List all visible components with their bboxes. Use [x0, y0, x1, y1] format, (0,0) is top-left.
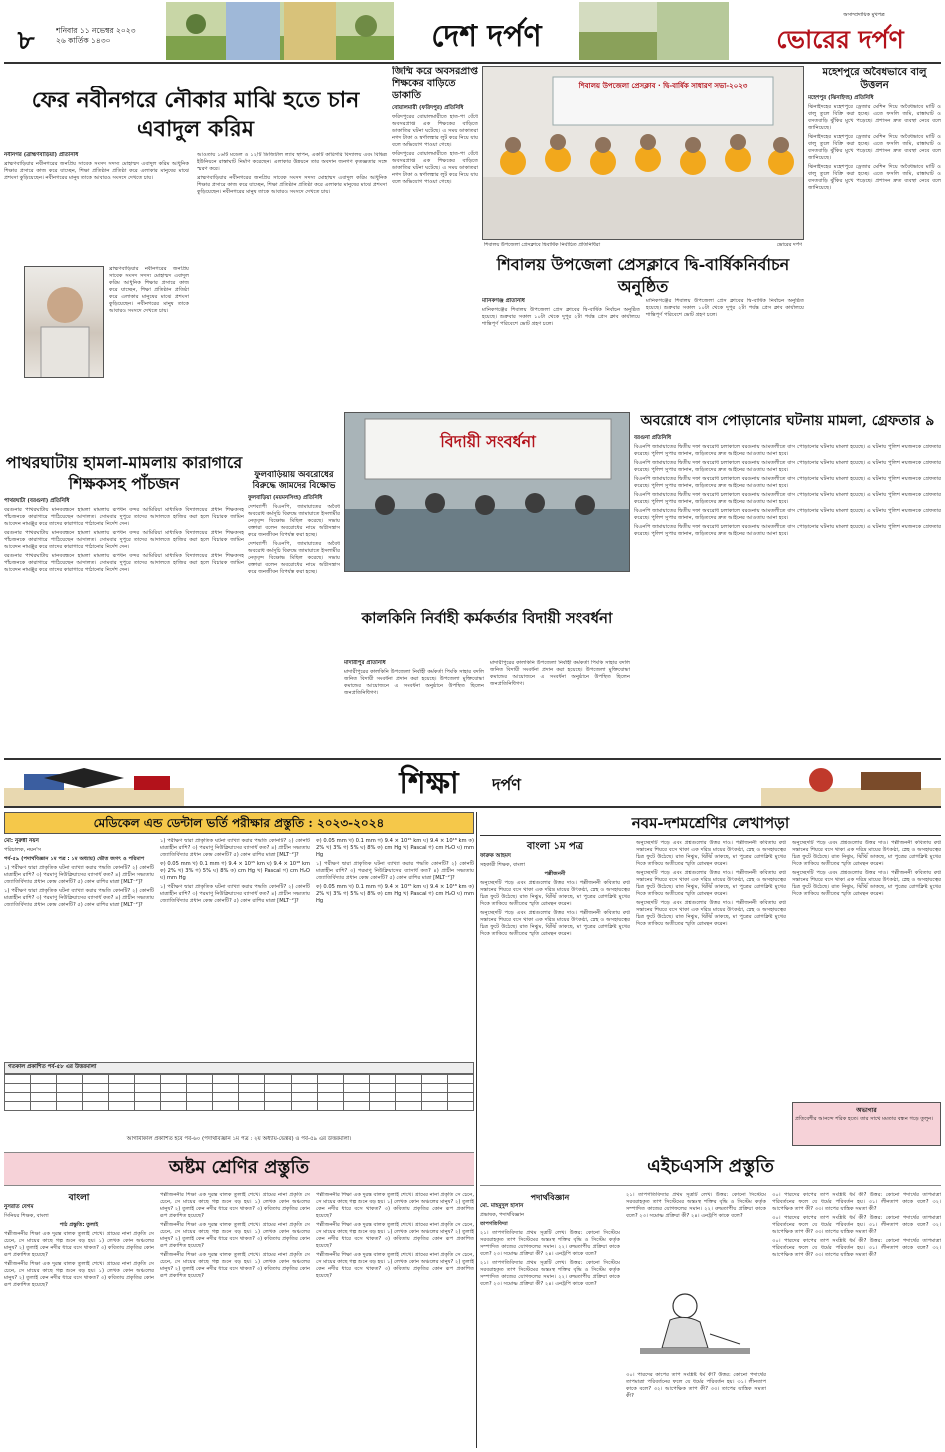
article-body-col2 — [109, 266, 189, 436]
lesson-body: পল্লীজননীর শিক্ষা এক দুরন্ত বালক তুলাই শেখে। গ্রামের নানা প্রকৃতি সে চেনে, সে মায়ের কাছে গল্প শুনে বড় হয়। ১) লেখক কোন অঞ্চলের মানুষ? ২) তুলাই কেন নদীর ধারে বসে থাকত? ৩) কবিতায় প্রকৃতির কোন রূপ প্রকাশিত হয়েছে? — [160, 1222, 310, 1249]
photo-banner-text: বিদায়ী সংবর্ধনা — [440, 432, 536, 451]
paper-logo: ভোরের দর্পণ — [776, 25, 904, 54]
section-title: দেশ দর্পণ — [431, 19, 542, 52]
next-episode-note: আগামীকাল প্রকাশিত হবে পর্ব-৬০ (পদার্থবিজ্ঞান ১ম পত্র : ২য় অধ্যায়-ভেক্টর) ও পর্ব-৫৯ এর উত্তরমালা। — [126, 1136, 352, 1142]
lesson-body: অনুচ্ছেদটি পড়ে এবং প্রশ্নগুলোর উত্তর দাও। পল্লীজননী কবিতায় রুগ্ন সন্তানের শিয়রে বসে থাকা এক দরিদ্র মায়ের উৎকণ্ঠা, স্নেহ ও অসহায়ত্বের চিত্র ফুটে উঠেছে। রাত নিঝুম, ঝিঁঝিঁ ডাকছে, মা পুত্রের রোগক্লিষ্ট মুখের দিকে তাকিয়ে অতীতের স্মৃতি রোমন্থন করেন। — [636, 840, 786, 867]
medical-prep — [4, 812, 474, 1150]
article-paragraph: ফরিদপুরের বোয়ালমারীতে হাত-পা বেঁধে অবসরপ্রাপ্ত এক শিক্ষকের বাড়িতে ডাকাতির ঘটনা ঘটেছে। এ সময় ডাকাতরা নগদ টাকা ও স্বর্ণালঙ্কার লুট করে নিয়ে যায় বলে অভিযোগ পাওয়া গেছে। — [392, 151, 478, 185]
masthead-banner-left — [166, 2, 394, 60]
topic-title: পল্লীজননী — [544, 871, 566, 877]
article-headline: ফের নবীনগরে নৌকার মাঝি হতে চান এবাদুল করিম — [31, 87, 360, 142]
lesson-body: পল্লীজননীর শিক্ষা এক দুরন্ত বালক তুলাই শেখে। গ্রামের নানা প্রকৃতি সে চেনে, সে মায়ের কাছে গল্প শুনে বড় হয়। ১) লেখক কোন অঞ্চলের মানুষ? ২) তুলাই কেন নদীর ধারে বসে থাকত? ৩) কবিতায় প্রকৃতির কোন রূপ প্রকাশিত হয়েছে? — [160, 1252, 310, 1279]
lesson-body: ২১। তাপগতিবিদ্যার প্রথম সূত্রটি লেখ। উত্তর: কোনো সিস্টেমে সরবরাহকৃত তাপ সিস্টেমের অন্তঃস্থ শক্তির বৃদ্ধি ও সিস্টেম কর্তৃক সম্পাদিত কাজের যোগফলের সমান। ২২। রুদ্ধতাপীয় প্রক্রিয়া কাকে বলে? ২৩। সমোষ্ণ প্রক্রিয়া কী? ২৪। এনট্রপি কাকে বলে? — [480, 1260, 620, 1287]
person-icon — [25, 267, 104, 378]
article-paragraph: বিএনপি জামায়াতের দ্বিতীয় দফা অবরোধ চলাকালে বরগুনায় আমতলীতে বাস পোড়ানোর ঘটনায় মামলা হয়েছে। এ ঘটনায় পুলিশ নয়জনকে গ্রেফতার করেছে। পুলিশ সুপার জানান, জড়িতদের দ্রুত আইনের আওতায় আনা হবে। — [634, 476, 941, 489]
questions: ১) পরীক্ষণ দ্বারা প্রাকৃতিক ঘটনা ব্যাখ্যা করার পদ্ধতি কোনটি? ২) কোনটি মাত্রাহীন রাশি? ৩) পরমাণু নিউক্লিয়াসের ব্যাসার্ধ কত? ৪) প্রাচীন সভ্যতায় জ্যোতির্বিদ্যার প্রধান কেন্দ্র কোনটি? ৫) কোন রাশির মাত্রা [MLT⁻²]? — [316, 861, 474, 881]
byline: বরগুনা প্রতিনিধি — [634, 435, 672, 441]
info-box-title: অভাগার — [856, 1107, 877, 1114]
column-divider — [476, 812, 477, 1448]
hsc-col-3 — [772, 1192, 941, 1446]
education-section-suffix: দর্পণ — [492, 775, 521, 794]
medical-col-2 — [160, 838, 310, 1056]
harvest-photo-strip — [166, 2, 394, 60]
article-boatman — [4, 86, 387, 441]
author-role: সিনিয়র শিক্ষক, বাংলা — [4, 1213, 49, 1219]
options: ক) 0.05 mm খ) 0.1 mm গ) 9.4 × 10¹⁵ km ঘ) 9.4 × 10¹⁸ km ক) 2% খ) 3% গ) 5% ঘ) 8% ক) cm Hg খ) Pascal গ) cm H₂O ঘ) mm Hg — [160, 861, 310, 881]
lesson-body: পল্লীজননীর শিক্ষা এক দুরন্ত বালক তুলাই শেখে। গ্রামের নানা প্রকৃতি সে চেনে, সে মায়ের কাছে গল্প শুনে বড় হয়। ১) লেখক কোন অঞ্চলের মানুষ? ২) তুলাই কেন নদীর ধারে বসে থাকত? ৩) কবিতায় প্রকৃতির কোন রূপ প্রকাশিত হয়েছে? — [4, 1261, 154, 1288]
article-body — [808, 95, 941, 192]
lesson-body: পল্লীজননীর শিক্ষা এক দুরন্ত বালক তুলাই শেখে। গ্রামের নানা প্রকৃতি সে চেনে, সে মায়ের কাছে গল্প শুনে বড় হয়। ১) লেখক কোন অঞ্চলের মানুষ? ২) তুলাই কেন নদীর ধারে বসে থাকত? ৩) কবিতায় প্রকৃতির কোন রূপ প্রকাশিত হয়েছে? — [316, 1252, 474, 1279]
photo-credit: ভোরের দর্পণ — [776, 242, 802, 248]
byline: মাদারীপুর প্রতিনিধি — [344, 660, 386, 666]
article-body — [4, 498, 244, 574]
lesson-body: অনুচ্ছেদটি পড়ে এবং প্রশ্নগুলোর উত্তর দাও। পল্লীজননী কবিতায় রুগ্ন সন্তানের শিয়রে বসে থাকা এক দরিদ্র মায়ের উৎকণ্ঠা, স্নেহ ও অসহায়ত্বের চিত্র ফুটে উঠেছে। রাত নিঝুম, ঝিঁঝিঁ ডাকছে, মা পুত্রের রোগক্লিষ্ট মুখের দিকে তাকিয়ে অতীতের স্মৃতি রোমন্থন করেন। — [636, 870, 786, 897]
education-section-label: শিক্ষা — [399, 766, 459, 801]
info-box — [792, 1102, 941, 1146]
article-paragraph: মানিকগঞ্জের শিবালয় উপজেলা প্রেস ক্লাবের দ্বি-বার্ষিক নির্বাচন অনুষ্ঠিত হয়েছে। শুক্রবার সকাল ১০টা থেকে দুপুর ২টা পর্যন্ত প্রেস ক্লাব কার্যালয়ে শান্তিপূর্ণ পরিবেশে ভোট গ্রহণ চলে। — [482, 307, 640, 327]
lesson-body: ২১। তাপগতিবিদ্যার প্রথম সূত্রটি লেখ। উত্তর: কোনো সিস্টেমে সরবরাহকৃত তাপ সিস্টেমের অন্তঃস্থ শক্তির বৃদ্ধি ও সিস্টেম কর্তৃক সম্পাদিত কাজের যোগফলের সমান। ২২। রুদ্ধতাপীয় প্রক্রিয়া কাকে বলে? ২৩। সমোষ্ণ প্রক্রিয়া কী? ২৪। এনট্রপি কাকে বলে? — [626, 1192, 766, 1219]
class-9-10-prep — [480, 812, 941, 1150]
date-line-2: ২৬ কার্তিক ১৪৩০ — [56, 36, 111, 45]
lesson-body: অনুচ্ছেদটি পড়ে এবং প্রশ্নগুলোর উত্তর দাও। পল্লীজননী কবিতায় রুগ্ন সন্তানের শিয়রে বসে থাকা এক দরিদ্র মায়ের উৎকণ্ঠা, স্নেহ ও অসহায়ত্বের চিত্র ফুটে উঠেছে। রাত নিঝুম, ঝিঁঝিঁ ডাকছে, মা পুত্রের রোগক্লিষ্ট মুখের দিকে তাকিয়ে অতীতের স্মৃতি রোমন্থন করেন। — [792, 840, 941, 867]
article-paragraph: বরগুনার পাথরঘাটায় মানববন্ধনে হামলা মামলায় রূপধন বন্দর আমিরিয়া মাধ্যমিক বিদ্যালয়ের প্রধান শিক্ষকসহ পাঁচজনকে কারাগারে পাঠিয়েছেন আদালত। সোমবার দুপুরে তাদের আদালতে হাজির করা হলে বিচারক জামিন আবেদন নামঞ্জুর করে তাদের কারাগারে পাঠানোর নির্দেশ দেন। — [4, 553, 244, 573]
article-robbery — [392, 66, 478, 311]
questions: ১) পরীক্ষণ দ্বারা প্রাকৃতিক ঘটনা ব্যাখ্যা করার পদ্ধতি কোনটি? ২) কোনটি মাত্রাহীন রাশি? ৩) পরমাণু নিউক্লিয়াসের ব্যাসার্ধ কত? ৪) প্রাচীন সভ্যতায় জ্যোতির্বিদ্যার প্রধান কেন্দ্র কোনটি? ৫) কোন রাশির মাত্রা [MLT⁻²]? — [160, 838, 310, 858]
article-paragraph: বরগুনার পাথরঘাটায় মানববন্ধনে হামলা মামলায় রূপধন বন্দর আমিরিয়া মাধ্যমিক বিদ্যালয়ের প্রধান শিক্ষকসহ পাঁচজনকে কারাগারে পাঠিয়েছেন আদালত। সোমবার দুপুরে তাদের আদালতে হাজির করা হলে বিচারক জামিন আবেদন নামঞ্জুর করে তাদের কারাগারে পাঠানোর নির্দেশ দেন। — [4, 507, 244, 527]
medical-col-1 — [4, 838, 154, 1056]
article-farewell — [344, 412, 630, 754]
info-box-body: প্রতিবেশীর আনন্দে শরিক হতে। তার সাথে মমতার বন্ধন গড়ে তুলুন। — [795, 1116, 934, 1122]
article-paragraph: ব্রাহ্মণবাড়িয়ার নবীনগরের জনপ্রিয় সাবেক সংসদ সদস্য মোহাম্মদ এবাদুল করিম আধুনিক শিক্ষার প্রসারে কাজ করে যাচ্ছেন, শিক্ষা প্রতিষ্ঠান প্রতিষ্ঠা করে এলাকার মানুষের মাঝে প্রশংসা কুড়িয়েছেন। নবীনগরের মানুষ তাকে আবারও সংসদে দেখতে চায়। — [109, 266, 189, 314]
hsc-col-1 — [480, 1192, 620, 1446]
byline: নবীনগর (ব্রাহ্মণবাড়িয়া) প্রতিনিধি — [4, 152, 79, 158]
answer-key-title: গতকাল প্রকাশিত পর্ব-৫৮ এর উত্তরমালা — [4, 1062, 474, 1074]
article-headline: অবরোধে বাস পোড়ানোর ঘটনায় মামলা, গ্রেফতার ৯ — [640, 413, 935, 429]
article-body — [482, 298, 804, 368]
lesson-body: ৩০। পারদের কাপের তাপ সংশ্লিষ্ট ধর্ম কী? উত্তর: কোনো পদার্থের তাপমাত্রা পরিবর্তনের ফলে যে ধর্মের পরিবর্তন হয়। ৩১। লীনতাপ কাকে বলে? ৩২। আপেক্ষিক তাপ কী? ৩৩। তাপের যান্ত্রিক সমতা কী? — [626, 1372, 766, 1399]
article-press-club — [482, 66, 804, 411]
article-headline: কালকিনি নির্বাহী কর্মকর্তার বিদায়ী সংবর্ধনা — [361, 609, 613, 627]
subject-title: বাংলা ১ম পত্র — [526, 841, 584, 852]
medical-headline: মেডিকেল এন্ড ডেন্টাল ভর্তি পরীক্ষার প্রস্তুতি : ২০২৩-২০২৪ — [4, 812, 474, 834]
article-body — [392, 105, 478, 186]
article-body — [4, 152, 189, 262]
apple-books-graphic — [761, 762, 941, 806]
date-line: শনিবার ১১ নভেম্বর ২০২৩ — [56, 26, 136, 35]
farmer-photo-strip — [579, 2, 729, 60]
lesson-body: অনুচ্ছেদটি পড়ে এবং প্রশ্নগুলোর উত্তর দাও। পল্লীজননী কবিতায় রুগ্ন সন্তানের শিয়রে বসে থাকা এক দরিদ্র মায়ের উৎকণ্ঠা, স্নেহ ও অসহায়ত্বের চিত্র ফুটে উঠেছে। রাত নিঝুম, ঝিঁঝিঁ ডাকছে, মা পুত্রের রোগক্লিষ্ট মুখের দিকে তাকিয়ে অতীতের স্মৃতি রোমন্থন করেন। — [636, 900, 786, 927]
options: ক) 0.05 mm খ) 0.1 mm গ) 9.4 × 10¹⁵ km ঘ) 9.4 × 10¹⁸ km ক) 2% খ) 3% গ) 5% ঘ) 8% ক) cm Hg খ) Pascal গ) cm H₂O ঘ) mm Hg — [316, 838, 474, 858]
article-body — [248, 495, 340, 576]
masthead-rule — [4, 62, 941, 64]
student-drawing-illustration — [630, 1278, 760, 1368]
page-number: ৮ — [17, 26, 35, 50]
questions: ১) পরীক্ষণ দ্বারা প্রাকৃতিক ঘটনা ব্যাখ্যা করার পদ্ধতি কোনটি? ২) কোনটি মাত্রাহীন রাশি? ৩) পরমাণু নিউক্লিয়াসের ব্যাসার্ধ কত? ৪) প্রাচীন সভ্যতায় জ্যোতির্বিদ্যার প্রধান কেন্দ্র কোনটি? ৫) কোন রাশির মাত্রা [MLT⁻²]? — [4, 888, 154, 908]
hsc-prep — [480, 1152, 941, 1448]
byline: মানিকগঞ্জ প্রতিনিধি — [482, 298, 525, 304]
article-paragraph: ঝিনাইদহের মহেশপুরে ড্রেজার মেশিন দিয়ে অবৈধভাবে মাটি ও বালু তুলে বিক্রি করা হচ্ছে। এতে ফসলি জমি, রাস্তাঘাট ও বসতবাড়ি ঝুঁকির মুখে পড়েছে। প্রশাসন দ্রুত ব্যবস্থা নেবে বলে জানিয়েছে। — [808, 104, 941, 131]
portrait-photo — [24, 266, 104, 378]
article-paragraph: বিএনপি জামায়াতের দ্বিতীয় দফা অবরোধ চলাকালে বরগুনায় আমতলীতে বাস পোড়ানোর ঘটনায় মামলা হয়েছে। এ ঘটনায় পুলিশ নয়জনকে গ্রেফতার করেছে। পুলিশ সুপার জানান, জড়িতদের দ্রুত আইনের আওতায় আনা হবে। — [634, 524, 941, 537]
class-8-prep — [4, 1152, 474, 1448]
article-attack — [4, 452, 244, 752]
answer-key — [4, 1062, 474, 1132]
education-banner — [4, 758, 941, 808]
article-paragraph: বিএনপি জামায়াতের দ্বিতীয় দফা অবরোধ চলাকালে বরগুনায় আমতলীতে বাস পোড়ানোর ঘটনায় মামলা হয়েছে। এ ঘটনায় পুলিশ নয়জনকে গ্রেফতার করেছে। পুলিশ সুপার জানান, জড়িতদের দ্রুত আইনের আওতায় আনা হবে। — [634, 508, 941, 521]
lesson-body: পল্লীজননীর শিক্ষা এক দুরন্ত বালক তুলাই শেখে। গ্রামের নানা প্রকৃতি সে চেনে, সে মায়ের কাছে গল্প শুনে বড় হয়। ১) লেখক কোন অঞ্চলের মানুষ? ২) তুলাই কেন নদীর ধারে বসে থাকত? ৩) কবিতায় প্রকৃতির কোন রূপ প্রকাশিত হয়েছে? — [316, 1192, 474, 1219]
article-body-col3 — [197, 152, 387, 437]
article-headline: পাথরঘাটায় হামলা-মামলায় কারাগারে শিক্ষকসহ পাঁচজন — [5, 453, 243, 493]
byline: বোয়ালমারী (ফরিদপুর) প্রতিনিধি — [392, 105, 464, 111]
lesson-body: ৩০। পারদের কাপের তাপ সংশ্লিষ্ট ধর্ম কী? উত্তর: কোনো পদার্থের তাপমাত্রা পরিবর্তনের ফলে যে ধর্মের পরিবর্তন হয়। ৩১। লীনতাপ কাকে বলে? ৩২। আপেক্ষিক তাপ কী? ৩৩। তাপের যান্ত্রিক সমতা কী? — [772, 1238, 941, 1258]
article-headline: মহেশপুরে অবৈধভাবে বালু উত্তলন — [822, 67, 927, 91]
article-body — [634, 435, 941, 538]
lesson-body: অনুচ্ছেদটি পড়ে এবং প্রশ্নগুলোর উত্তর দাও। পল্লীজননী কবিতায় রুগ্ন সন্তানের শিয়রে বসে থাকা এক দরিদ্র মায়ের উৎকণ্ঠা, স্নেহ ও অসহায়ত্বের চিত্র ফুটে উঠেছে। রাত নিঝুম, ঝিঁঝিঁ ডাকছে, মা পুত্রের রোগক্লিষ্ট মুখের দিকে তাকিয়ে অতীতের স্মৃতি রোমন্থন করেন। — [480, 880, 630, 907]
article-paragraph: মাদারীপুরের কালকিনি উপজেলা নির্বাহী কর্মকর্তা পিংকি সাহার বদলি জনিত বিদায়ী সংবর্ধনা প্রদান করা হয়েছে। উপজেলা মুক্তিযোদ্ধা কমান্ডের আয়োজনে এ সংবর্ধনা অনুষ্ঠানে উপস্থিত ছিলেন জনপ্রতিনিধিগণ। — [344, 669, 484, 696]
article-paragraph: ঝিনাইদহের মহেশপুরে ড্রেজার মেশিন দিয়ে অবৈধভাবে মাটি ও বালু তুলে বিক্রি করা হচ্ছে। এতে ফসলি জমি, রাস্তাঘাট ও বসতবাড়ি ঝুঁকির মুখে পড়েছে। প্রশাসন দ্রুত ব্যবস্থা নেবে বলে জানিয়েছে। — [808, 164, 941, 191]
episode-intro: পর্ব-৫৯ (পদার্থবিজ্ঞান ১ম পত্র : ১ম অধ্যায়) ভৌত জগৎ ও পরিমাপ — [4, 856, 145, 862]
byline: মহেশপুর (ঝিনাইদহ) প্রতিনিধি — [808, 95, 874, 101]
article-paragraph: ঝিনাইদহের মহেশপুরে ড্রেজার মেশিন দিয়ে অবৈধভাবে মাটি ও বালু তুলে বিক্রি করা হচ্ছে। এতে ফসলি জমি, রাস্তাঘাট ও বসতবাড়ি ঝুঁকির মুখে পড়েছে। প্রশাসন দ্রুত ব্যবস্থা নেবে বলে জানিয়েছে। — [808, 134, 941, 161]
article-sand — [808, 66, 941, 356]
author-role: পরিচালক, নয়ন'স — [4, 847, 42, 853]
article-paragraph: ব্রাহ্মণবাড়িয়ার নবীনগরের জনপ্রিয় সাবেক সংসদ সদস্য মোহাম্মদ এবাদুল করিম আধুনিক শিক্ষার প্রসারে কাজ করে যাচ্ছেন, শিক্ষা প্রতিষ্ঠান প্রতিষ্ঠা করে এলাকার মানুষের মাঝে প্রশংসা কুড়িয়েছেন। নবীনগরের মানুষ তাকে আবারও সংসদে দেখতে চায়। — [4, 161, 189, 181]
lesson-body: ২১। তাপগতিবিদ্যার প্রথম সূত্রটি লেখ। উত্তর: কোনো সিস্টেমে সরবরাহকৃত তাপ সিস্টেমের অন্তঃস্থ শক্তির বৃদ্ধি ও সিস্টেম কর্তৃক সম্পাদিত কাজের যোগফলের সমান। ২২। রুদ্ধতাপীয় প্রক্রিয়া কাকে বলে? ২৩। সমোষ্ণ প্রক্রিয়া কী? ২৪। এনট্রপি কাকে বলে? — [480, 1230, 620, 1257]
class-8-headline: অষ্টম শ্রেণির প্রস্তুতি — [4, 1152, 474, 1186]
options: ক) 0.05 mm খ) 0.1 mm গ) 9.4 × 10¹⁵ km ঘ) 9.4 × 10¹⁸ km ক) 2% খ) 3% গ) 5% ঘ) 8% ক) cm Hg খ) Pascal গ) cm H₂O ঘ) mm Hg — [316, 884, 474, 904]
press-club-photo — [482, 66, 804, 240]
article-headline: শিবালয় উপজেলা প্রেসক্লাবে দ্বি-বার্ষিকনির্বাচন অনুষ্ঠিত — [496, 255, 790, 296]
article-headline: জিম্মি করে অবসরপ্রাপ্ত শিক্ষকের বাড়িতে ডাকাতি — [392, 66, 478, 101]
topic-title: তাপগতিবিদ্যা — [480, 1221, 508, 1227]
author-name: মো: নুরুন্নী নয়ন — [4, 838, 39, 844]
hsc-headline: এইচএসসি প্রস্তুতি — [480, 1152, 941, 1186]
class-9-10-col-3 — [792, 840, 941, 1080]
byline: ফুলবাড়িয়া (ময়মনসিংহ) প্রতিনিধি — [248, 495, 323, 501]
article-paragraph: দেশব্যাপী বিএনপি, জামায়াতের অবৈধ অবরোধ কর্মসূচি বিরুদ্ধে জামায়াতে ইসলামীর নেতৃবৃন্দ বিক্ষোভ মিছিল করেছে। সভায় বক্তারা বলেন অবরোধের নামে অগ্নিসন্ত্রাস করে জনজীবন বিপর্যস্ত করা হচ্ছে। — [248, 541, 340, 575]
photo-caption: শিবালয় উপজেলা প্রেসক্লাবে দ্বিবার্ষিক নির্বাচিত প্রতিনিধিরা — [484, 242, 601, 248]
paper-tagline: অসাম্প্রদায়িক মুখপত্র — [843, 12, 885, 18]
class-8-col-1 — [4, 1192, 154, 1446]
group-photo — [483, 67, 804, 240]
lesson-body: ৩০। পারদের কাপের তাপ সংশ্লিষ্ট ধর্ম কী? উত্তর: কোনো পদার্থের তাপমাত্রা পরিবর্তনের ফলে যে ধর্মের পরিবর্তন হয়। ৩১। লীনতাপ কাকে বলে? ৩২। আপেক্ষিক তাপ কী? ৩৩। তাপের যান্ত্রিক সমতা কী? — [772, 1215, 941, 1235]
article-paragraph: ব্রাহ্মণবাড়িয়ার নবীনগরের জনপ্রিয় সাবেক সংসদ সদস্য মোহাম্মদ এবাদুল করিম আধুনিক শিক্ষার প্রসারে কাজ করে যাচ্ছেন, শিক্ষা প্রতিষ্ঠান প্রতিষ্ঠা করে এলাকার মানুষের মাঝে প্রশংসা কুড়িয়েছেন। নবীনগরের মানুষ তাকে আবারও সংসদে দেখতে চায়। — [197, 175, 387, 195]
photo-banner-text: শিবালয় উপজেলা প্রেসক্লাব · দ্বি-বার্ষিক সাধারণ সভা-২০২৩ — [578, 82, 748, 90]
lesson-body: ৩০। পারদের কাপের তাপ সংশ্লিষ্ট ধর্ম কী? উত্তর: কোনো পদার্থের তাপমাত্রা পরিবর্তনের ফলে যে ধর্মের পরিবর্তন হয়। ৩১। লীনতাপ কাকে বলে? ৩২। আপেক্ষিক তাপ কী? ৩৩। তাপের যান্ত্রিক সমতা কী? — [772, 1192, 941, 1212]
article-paragraph: আওতায় ১৬টি মডেল ও ১২টি ডিজিটাল ল্যাব স্থাপন, একটি কারিগরি বিদ্যালয় এবং বিভিন্ন ইউনিয়নে রাস্তাঘাট নির্মাণ করেছেন। এলাকার উন্নয়নে তার অবদান জনগণ কৃতজ্ঞতার সঙ্গে স্মরণ করে। — [197, 152, 387, 172]
class-8-col-3 — [316, 1192, 474, 1446]
lesson-body: অনুচ্ছেদটি পড়ে এবং প্রশ্নগুলোর উত্তর দাও। পল্লীজননী কবিতায় রুগ্ন সন্তানের শিয়রে বসে থাকা এক দরিদ্র মায়ের উৎকণ্ঠা, স্নেহ ও অসহায়ত্বের চিত্র ফুটে উঠেছে। রাত নিঝুম, ঝিঁঝিঁ ডাকছে, মা পুত্রের রোগক্লিষ্ট মুখের দিকে তাকিয়ে অতীতের স্মৃতি রোমন্থন করেন। — [792, 870, 941, 897]
article-ambush — [248, 470, 340, 750]
answer-grid — [4, 1074, 474, 1111]
article-paragraph: বিএনপি জামায়াতের দ্বিতীয় দফা অবরোধ চলাকালে বরগুনায় আমতলীতে বাস পোড়ানোর ঘটনায় মামলা হয়েছে। এ ঘটনায় পুলিশ নয়জনকে গ্রেফতার করেছে। পুলিশ সুপার জানান, জড়িতদের দ্রুত আইনের আওতায় আনা হবে। — [634, 492, 941, 505]
farewell-photo — [344, 412, 630, 572]
author-role: সহকারী শিক্ষক, বাংলা — [480, 862, 525, 868]
author-name: নুসরাত বেগম — [4, 1204, 34, 1210]
lesson-body: পল্লীজননীর শিক্ষা এক দুরন্ত বালক তুলাই শেখে। গ্রামের নানা প্রকৃতি সে চেনে, সে মায়ের কাছে গল্প শুনে বড় হয়। ১) লেখক কোন অঞ্চলের মানুষ? ২) তুলাই কেন নদীর ধারে বসে থাকত? ৩) কবিতায় প্রকৃতির কোন রূপ প্রকাশিত হয়েছে? — [160, 1192, 310, 1219]
lesson-body: পল্লীজননীর শিক্ষা এক দুরন্ত বালক তুলাই শেখে। গ্রামের নানা প্রকৃতি সে চেনে, সে মায়ের কাছে গল্প শুনে বড় হয়। ১) লেখক কোন অঞ্চলের মানুষ? ২) তুলাই কেন নদীর ধারে বসে থাকত? ৩) কবিতায় প্রকৃতির কোন রূপ প্রকাশিত হয়েছে? — [316, 1222, 474, 1249]
subject-title: পদার্থবিজ্ঞান — [530, 1192, 570, 1202]
class-8-col-2 — [160, 1192, 310, 1446]
lesson-body: অনুচ্ছেদটি পড়ে এবং প্রশ্নগুলোর উত্তর দাও। পল্লীজননী কবিতায় রুগ্ন সন্তানের শিয়রে বসে থাকা এক দরিদ্র মায়ের উৎকণ্ঠা, স্নেহ ও অসহায়ত্বের চিত্র ফুটে উঠেছে। রাত নিঝুম, ঝিঁঝিঁ ডাকছে, মা পুত্রের রোগক্লিষ্ট মুখের দিকে তাকিয়ে অতীতের স্মৃতি রোমন্থন করেন। — [480, 910, 630, 937]
article-paragraph: দেশব্যাপী বিএনপি, জামায়াতের অবৈধ অবরোধ কর্মসূচি বিরুদ্ধে জামায়াতে ইসলামীর নেতৃবৃন্দ বিক্ষোভ মিছিল করেছে। সভায় বক্তারা বলেন অবরোধের নামে অগ্নিসন্ত্রাস করে জনজীবন বিপর্যস্ত করা হচ্ছে। — [248, 504, 340, 538]
topic-title: পাঠ প্রস্তুতি: তুলাই — [59, 1222, 99, 1228]
class-9-10-col-1 — [480, 840, 630, 1100]
article-paragraph: ফরিদপুরের বোয়ালমারীতে হাত-পা বেঁধে অবসরপ্রাপ্ত এক শিক্ষকের বাড়িতে ডাকাতির ঘটনা ঘটেছে। এ সময় ডাকাতরা নগদ টাকা ও স্বর্ণালঙ্কার লুট করে নিয়ে যায় বলে অভিযোগ পাওয়া গেছে। — [392, 114, 478, 148]
questions: ১) পরীক্ষণ দ্বারা প্রাকৃতিক ঘটনা ব্যাখ্যা করার পদ্ধতি কোনটি? ২) কোনটি মাত্রাহীন রাশি? ৩) পরমাণু নিউক্লিয়াসের ব্যাসার্ধ কত? ৪) প্রাচীন সভ্যতায় জ্যোতির্বিদ্যার প্রধান কেন্দ্র কোনটি? ৫) কোন রাশির মাত্রা [MLT⁻²]? — [160, 884, 310, 904]
byline: পাথরঘাটা (বরগুনা) প্রতিনিধি — [4, 498, 70, 504]
article-paragraph: মাদারীপুরের কালকিনি উপজেলা নির্বাহী কর্মকর্তা পিংকি সাহার বদলি জনিত বিদায়ী সংবর্ধনা প্রদান করা হয়েছে। উপজেলা মুক্তিযোদ্ধা কমান্ডের আয়োজনে এ সংবর্ধনা অনুষ্ঠানে উপস্থিত ছিলেন জনপ্রতিনিধিগণ। — [490, 660, 630, 687]
article-paragraph: বিএনপি জামায়াতের দ্বিতীয় দফা অবরোধ চলাকালে বরগুনায় আমতলীতে বাস পোড়ানোর ঘটনায় মামলা হয়েছে। এ ঘটনায় পুলিশ নয়জনকে গ্রেফতার করেছে। পুলিশ সুপার জানান, জড়িতদের দ্রুত আইনের আওতায় আনা হবে। — [634, 444, 941, 457]
author-role: প্রভাষক, পদার্থবিজ্ঞান — [480, 1212, 525, 1218]
medical-col-3 — [316, 838, 474, 1056]
article-body — [344, 660, 630, 752]
author-name: ফারুক আহমদ — [480, 853, 511, 859]
lesson-body: পল্লীজননীর শিক্ষা এক দুরন্ত বালক তুলাই শেখে। গ্রামের নানা প্রকৃতি সে চেনে, সে মায়ের কাছে গল্প শুনে বড় হয়। ১) লেখক কোন অঞ্চলের মানুষ? ২) তুলাই কেন নদীর ধারে বসে থাকত? ৩) কবিতায় প্রকৃতির কোন রূপ প্রকাশিত হয়েছে? — [4, 1231, 154, 1258]
article-paragraph: বিএনপি জামায়াতের দ্বিতীয় দফা অবরোধ চলাকালে বরগুনায় আমতলীতে বাস পোড়ানোর ঘটনায় মামলা হয়েছে। এ ঘটনায় পুলিশ নয়জনকে গ্রেফতার করেছে। পুলিশ সুপার জানান, জড়িতদের দ্রুত আইনের আওতায় আনা হবে। — [634, 460, 941, 473]
hsc-col-2 — [626, 1192, 766, 1276]
article-bus — [634, 412, 941, 754]
article-headline: ফুলবাড়িয়ায় অবরোধের বিরুদ্ধে জামদের বিক্ষোভ — [252, 470, 336, 491]
article-paragraph: মানিকগঞ্জের শিবালয় উপজেলা প্রেস ক্লাবের দ্বি-বার্ষিক নির্বাচন অনুষ্ঠিত হয়েছে। শুক্রবার সকাল ১০টা থেকে দুপুর ২টা পর্যন্ত প্রেস ক্লাব কার্যালয়ে শান্তিপূর্ণ পরিবেশে ভোট গ্রহণ চলে। — [646, 298, 804, 318]
class-9-10-headline: নবম-দশমশ্রেণির লেখাপড়া — [480, 812, 941, 836]
masthead-banner-right — [579, 2, 729, 60]
questions: ১) পরীক্ষণ দ্বারা প্রাকৃতিক ঘটনা ব্যাখ্যা করার পদ্ধতি কোনটি? ২) কোনটি মাত্রাহীন রাশি? ৩) পরমাণু নিউক্লিয়াসের ব্যাসার্ধ কত? ৪) প্রাচীন সভ্যতায় জ্যোতির্বিদ্যার প্রধান কেন্দ্র কোনটি? ৫) কোন রাশির মাত্রা [MLT⁻²]? — [4, 865, 154, 885]
article-paragraph: বরগুনার পাথরঘাটায় মানববন্ধনে হামলা মামলায় রূপধন বন্দর আমিরিয়া মাধ্যমিক বিদ্যালয়ের প্রধান শিক্ষকসহ পাঁচজনকে কারাগারে পাঠিয়েছেন আদালত। সোমবার দুপুরে তাদের আদালতে হাজির করা হলে বিচারক জামিন আবেদন নামঞ্জুর করে তাদের কারাগারে পাঠানোর নির্দেশ দেন। — [4, 530, 244, 550]
books-graphic — [4, 762, 184, 806]
class-9-10-col-2 — [636, 840, 786, 1100]
hsc-col-2b — [626, 1372, 766, 1446]
author-name: মো. মাহমুদুল হাসান — [480, 1203, 524, 1209]
subject-title: বাংলা — [68, 1193, 90, 1203]
